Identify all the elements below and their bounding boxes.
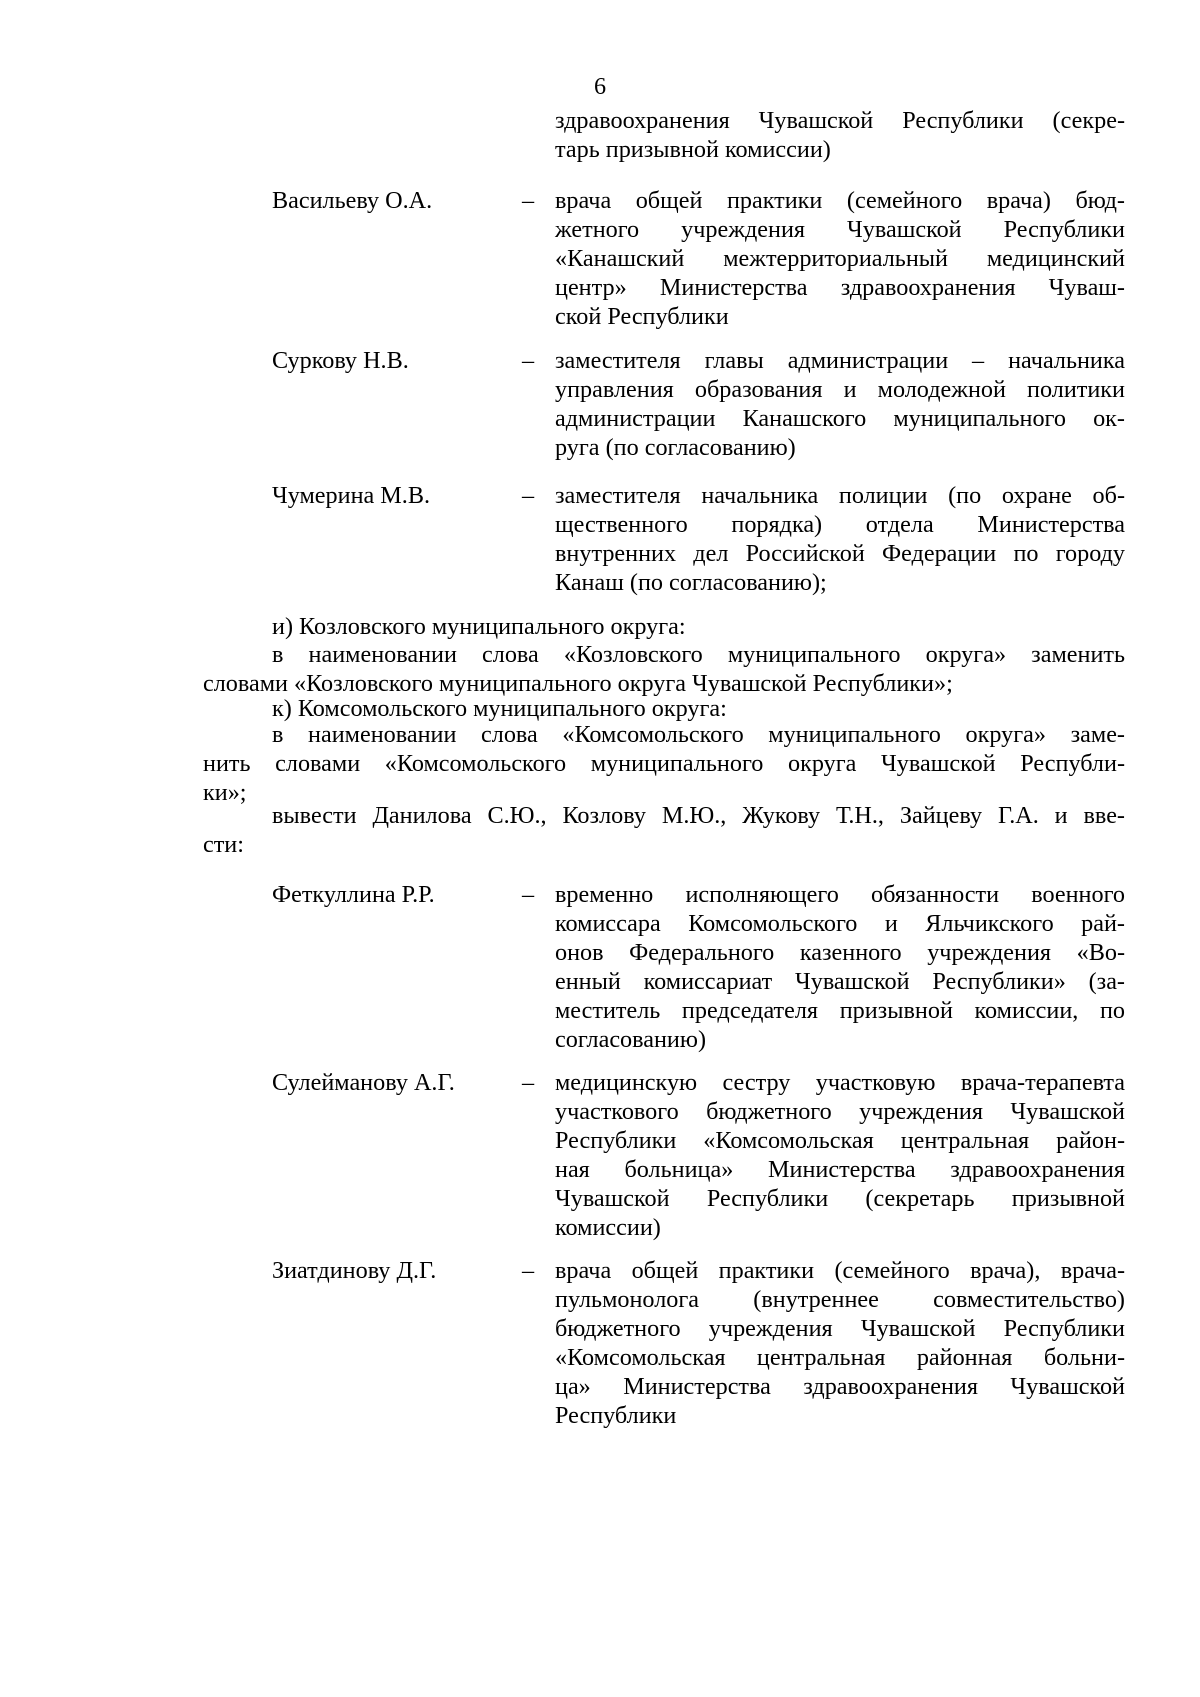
text-line: ской Республики <box>555 303 729 330</box>
text-line: руга (по согласованию) <box>555 434 796 461</box>
text-line: ная больница» Министерства здравоохранения <box>555 1156 1125 1183</box>
text-line: внутренних дел Российской Федерации по городу <box>555 540 1125 567</box>
member-role <box>555 1256 1125 1430</box>
dash: – <box>522 347 535 374</box>
paragraph-replace-members <box>203 801 1125 859</box>
section-heading-kozlovsky <box>203 612 1125 641</box>
text-line: временно исполняющего обязанности военного <box>555 881 1125 908</box>
member-role <box>555 186 1125 331</box>
text-line: Республики «Комсомольская центральная район- <box>555 1127 1125 1154</box>
dash: – <box>522 1069 535 1096</box>
section-heading-komsomolsk <box>203 694 1125 723</box>
text-line: щественного порядка) отдела Министерства <box>555 511 1125 538</box>
paragraph-kozlovsky-rename <box>203 640 1125 698</box>
text-line: в наименовании слова «Козловского муниципального округа» заменить <box>272 641 1125 668</box>
paragraph-komsomolsk-rename <box>203 720 1125 807</box>
text-line: Канаш (по согласованию); <box>555 569 827 596</box>
text-line: в наименовании слова «Комсомольского муниципального округа» заме- <box>272 721 1125 748</box>
dash: – <box>522 482 535 509</box>
text-line: управления образования и молодежной политики <box>555 376 1125 403</box>
text-line: согласованию) <box>555 1026 707 1053</box>
text-line: сти: <box>203 831 244 858</box>
text-line: онов Федерального казенного учреждения «Во- <box>555 939 1125 966</box>
text-line: врача общей практики (семейного врача) бюд- <box>555 187 1125 214</box>
text-line: врача общей практики (семейного врача), врача- <box>555 1257 1125 1284</box>
member-role <box>555 880 1125 1054</box>
text-line: здравоохранения Чувашской Республики (секре- <box>555 107 1125 134</box>
member-name: Сулейманову А.Г. <box>272 1069 455 1096</box>
continuation-text <box>555 106 1125 164</box>
member-role <box>555 481 1125 597</box>
text-line: администрации Канашского муниципального ок- <box>555 405 1125 432</box>
dash: – <box>522 881 535 908</box>
dash: – <box>522 187 535 214</box>
member-name: Зиатдинову Д.Г. <box>272 1257 437 1284</box>
text-line: заместителя начальника полиции (по охране об- <box>555 482 1125 509</box>
member-name: Суркову Н.В. <box>272 347 409 374</box>
text-line: вывести Данилова С.Ю., Козлову М.Ю., Жукову Т.Н., Зайцеву Г.А. и вве- <box>272 802 1125 829</box>
page-number: 6 <box>593 73 607 100</box>
member-role <box>555 346 1125 462</box>
dash: – <box>522 1257 535 1284</box>
text-line: ца» Министерства здравоохранения Чувашской <box>555 1373 1125 1400</box>
text-line: пульмонолога (внутреннее совместительство) <box>555 1286 1125 1313</box>
text-line: комиссии) <box>555 1214 661 1241</box>
text-line: нить словами «Комсомольского муниципального округа Чувашской Республи- <box>203 750 1125 777</box>
text-line: жетного учреждения Чувашской Республики <box>555 216 1125 243</box>
text-line: тарь призывной комиссии) <box>555 136 831 163</box>
text-line: комиссара Комсомольского и Яльчикского рай- <box>555 910 1125 937</box>
text-line: словами «Козловского муниципального округа Чувашской Республики»; <box>203 670 953 697</box>
text-line: медицинскую сестру участковую врача-терапевта <box>555 1069 1125 1096</box>
member-name: Васильеву О.А. <box>272 187 433 214</box>
text-line: бюджетного учреждения Чувашской Республики <box>555 1315 1125 1342</box>
text-line: енный комиссариат Чувашской Республики» (за- <box>555 968 1125 995</box>
text-line: заместителя главы администрации – начальника <box>555 347 1125 374</box>
text-line: меститель председателя призывной комиссии, по <box>555 997 1125 1024</box>
text-line: участкового бюджетного учреждения Чувашской <box>555 1098 1125 1125</box>
text-line: Чувашской Республики (секретарь призывной <box>555 1185 1125 1212</box>
member-role <box>555 1068 1125 1242</box>
text-line: «Комсомольская центральная районная больни- <box>555 1344 1125 1371</box>
text-line: и) Козловского муниципального округа: <box>272 613 686 640</box>
text-line: к) Комсомольского муниципального округа: <box>272 695 727 722</box>
text-line: центр» Министерства здравоохранения Чуваш- <box>555 274 1125 301</box>
text-line: «Канашский межтерриториальный медицинский <box>555 245 1125 272</box>
text-line: Республики <box>555 1402 677 1429</box>
text-line: ки»; <box>203 779 247 806</box>
member-name: Чумерина М.В. <box>272 482 431 509</box>
member-name: Феткуллина Р.Р. <box>272 881 435 908</box>
